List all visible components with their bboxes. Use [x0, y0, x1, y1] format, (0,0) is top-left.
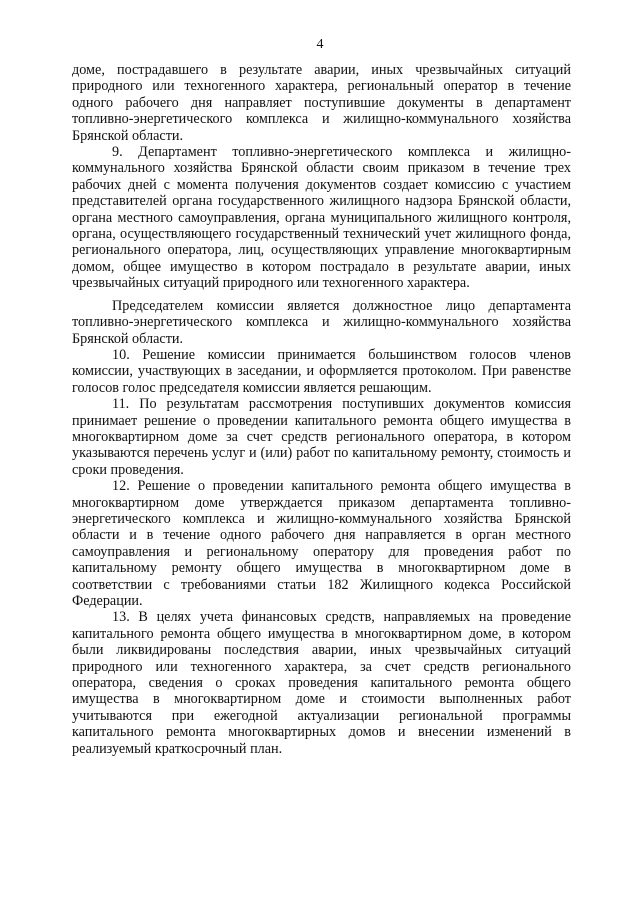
document-body: [72, 62, 571, 757]
paragraph-item-12: 12. Решение о проведении капитального ремонта общего имущества в многоквартирном доме утверждается приказом департамента топливно-энергетического комплекса и жилищно-коммунального хозяйства Брянской области и в течение одного рабочего дня направляется в орган местного самоуправления и региональному оператору для проведения работ по капитальному ремонту общего имущества в многоквартирном доме в соответствии с требованиями статьи 182 Жилищного кодекса Российской Федерации.: [72, 478, 571, 609]
paragraph-item-11: 11. По результатам рассмотрения поступивших документов комиссия принимает решение о проведении капитального ремонта общего имущества в многоквартирном доме за счет средств регионального оператора, в котором указываются перечень услуг и (или) работ по капитальному ремонту, стоимость и сроки проведения.: [72, 396, 571, 478]
paragraph-continuation: доме, пострадавшего в результате аварии, иных чрезвычайных ситуаций природного или техногенного характера, региональный оператор в течение одного рабочего дня направляет поступившие документы в департамент топливно-энергетического комплекса и жилищно-коммунального хозяйства Брянской области.: [72, 62, 571, 144]
paragraph-item-9: 9. Департамент топливно-энергетического комплекса и жилищно-коммунального хозяйства Брянской области своим приказом в течение трех рабочих дней с момента получения документов создает комиссию с участием представителей органа государственного жилищного надзора Брянской области, органа местного самоуправления, органа муниципального жилищного контроля, органа, осуществляющего государственный технический учет жилищного фонда, регионального оператора, лиц, осуществляющих управление многоквартирным домом, общее имущество в котором пострадало в результате аварии, иных чрезвычайных ситуаций природного или техногенного характера.: [72, 144, 571, 292]
paragraph-item-10: 10. Решение комиссии принимается большинством голосов членов комиссии, участвующих в заседании, и оформляется протоколом. При равенстве голосов голос председателя комиссии является решающим.: [72, 346, 571, 396]
paragraph-item-13: 13. В целях учета финансовых средств, направляемых на проведение капитального ремонта общего имущества в многоквартирном доме, в котором были ликвидированы последствия аварии, иных чрезвычайных ситуаций природного или техногенного характера, за счет средств регионального оператора, сведения о сроках проведения капитального ремонта общего имущества в многоквартирном доме и стоимости выполненных работ учитываются при ежегодной актуализации региональной программы капитального ремонта многоквартирных домов и внесении изменений в реализуемый краткосрочный план.: [72, 609, 571, 757]
page-number: 4: [316, 37, 324, 52]
paragraph-commission-chair: Председателем комиссии является должностное лицо департамента топливно-энергетического комплекса и жилищно-коммунального хозяйства Брянской области.: [72, 297, 571, 347]
